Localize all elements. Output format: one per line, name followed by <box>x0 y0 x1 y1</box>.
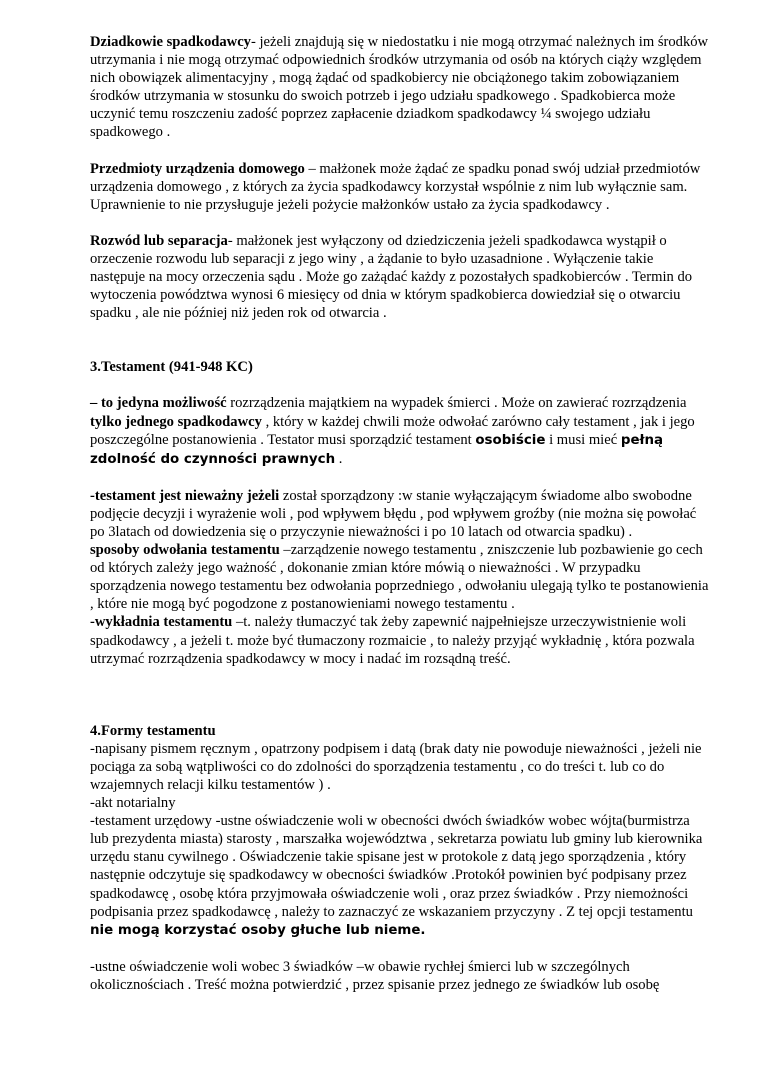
list-item-reczny: -napisany pismem ręcznym , opatrzony podpisem i datą (brak daty nie powoduje nieważności , jeżeli nie pociąga za sobą wątpliwości co do zdolności do sporządzenia testamentu , co do treści t. lub co do wzajemnych relacji kilku testamentów ) . <box>90 740 702 793</box>
paragraph-przedmioty: Przedmioty urządzenia domowego – małżonek może żądać ze spadku ponad swój udział przedmiotów urządzenia domowego , z których za życia spadkodawcy korzystał wspólnie z nim lub wyłącznie sam. Uprawnienie to nie przysługuje jeżeli pożycie małżonków ustało za życia spadkodawcy . <box>90 160 701 213</box>
paragraph-dziadkowie: Dziadkowie spadkodawcy- jeżeli znajdują się w niedostatku i nie mogą otrzymać należnych im środków utrzymania i nie mogą otrzymać odpowiednich środków utrzymania od osób na których ciąży względem nich obowiązek alimentacyjny , mogą żądać od spadkobiercy nie obciążonego takim zobowiązaniem środków utrzymania w stosunku do swoich potrzeb i jego udziału spadkowego . Spadkobierca może uczynić temu roszczeniu zadość poprzez zapłacenie dziadkom spadkodawcy ¼ swojego udziału spadkowego . <box>90 34 709 141</box>
paragraph-testament-intro: – to jedyna możliwość rozrządzenia majątkiem na wypadek śmierci . Może on zawierać rozrządzenia tylko jednego spadkodawcy , który w każdej chwili może odwołać zarówno cały testament , jak i jego poszczególne postanowienia . Testator musi sporządzić testament osobiście i musi mieć pełną zdolność do czynności prawnych . <box>90 395 695 467</box>
heading-testament: 3.Testament (941-948 KC) <box>90 359 253 376</box>
heading-formy: 4.Formy testamentu <box>90 722 216 739</box>
paragraph-niewazny: -testament jest nieważny jeżeli został sporządzony :w stanie wyłączającym świadome albo swobodne podjęcie decyzji i wyrażenie woli , pod wpływem błędu , pod wpływem groźby (nie można się powołać po 3latach od dowiedzenia się o przyczynie nieważności i po 10 latach od otwarcia spadku) . <box>90 487 697 540</box>
document-page <box>90 33 710 994</box>
term-wykladnia: -wykładnia testamentu <box>90 614 233 631</box>
term-niewazny: -testament jest nieważny jeżeli <box>90 487 280 504</box>
list-item-urzedowy: -testament urzędowy -ustne oświadczenie woli w obecności dwóch świadków wobec wójta(burmistrza lub prezydenta miasta) starosty , marszałka województwa , sekretarza powiatu lub gminy lub kierownika urzędu stanu cywilnego . Oświadczenie takie spisane jest w protokole z datą jego sporządzenia , który następnie odczytuje się spadkodawcy w obecności świadków .Protokół powinien być podpisany przez spadkodawcę , osobę która przyjmowała oświadczenie woli , oraz przez świadków . Przy niemożności podpisania przez spadkodawcę , należy to zaznaczyć ze wskazaniem przyczyny . Z tej opcji testamentu nie mogą korzystać osoby głuche lub nieme. <box>90 813 703 938</box>
term-rozwod: Rozwód lub separacja <box>90 232 228 249</box>
term-odwolanie: sposoby odwołania testamentu <box>90 542 280 559</box>
term-dziadkowie: Dziadkowie spadkodawcy <box>90 34 251 50</box>
paragraph-odwolanie: sposoby odwołania testamentu –zarządzenie nowego testamentu , zniszczenie lub pozbawienie go cech od których zależy jego ważność , dokonanie zmian które mówią o nieważności . W przypadku sporządzenia nowego testamentu bez odwołania poprzedniego , odwołaniu ulegają tylko te postanowienia , które nie mogą być pogodzone z postanowieniami nowego testamentu . <box>90 542 709 613</box>
paragraph-wykladnia: -wykładnia testamentu –t. należy tłumaczyć tak żeby zapewnić najpełniejsze urzeczywistnienie woli spadkodawcy , a jeżeli t. może być tłumaczony rozmaicie , to należy przyjąć wykładnię , która pozwala utrzymać rozrządzenia spadkodawcy w mocy i nadać im rozsądną treść. <box>90 614 695 667</box>
list-item-ustny: -ustne oświadczenie woli wobec 3 świadków –w obawie rychłej śmierci lub w szczególnych okolicznościach . Treść można potwierdzić , przez spisanie przez jednego ze świadków lub osobę <box>90 958 660 993</box>
paragraph-rozwod: Rozwód lub separacja- małżonek jest wyłączony od dziedziczenia jeżeli spadkodawca wystąpił o orzeczenie rozwodu lub separacji z jego winy , a żądanie to było uzasadnione . Wyłączenie takie następuje na mocy orzeczenia sądu . Może go zażądać każdy z pozostałych spadkobierców . Termin do wytoczenia powództwa wynosi 6 miesięcy od dnia w którym spadkobierca dowiedział się o otwarciu spadku , ale nie później niż jeden rok od otwarcia . <box>90 232 693 322</box>
term-przedmioty: Przedmioty urządzenia domowego <box>90 160 305 177</box>
list-item-notarialny: -akt notarialny <box>90 795 176 812</box>
